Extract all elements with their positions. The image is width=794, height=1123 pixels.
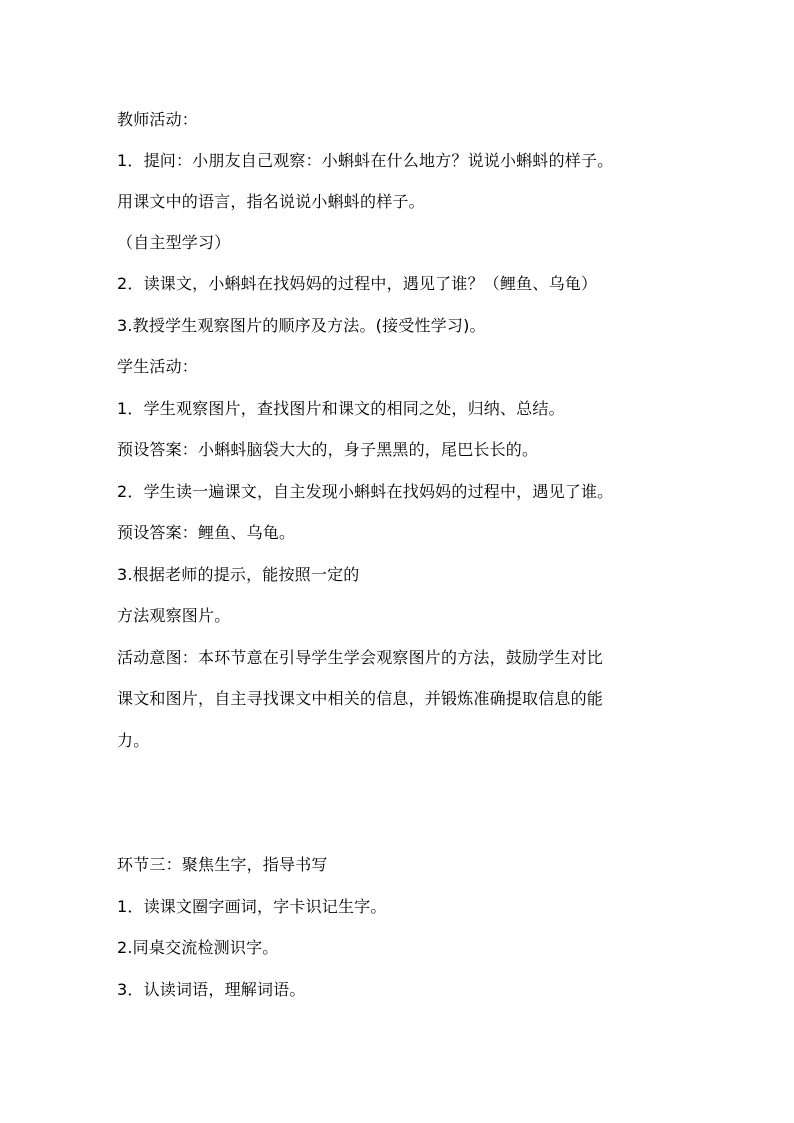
paragraph-line: 预设答案：小蝌蚪脑袋大大的，身子黑黑的，尾巴长长的。 — [117, 440, 539, 459]
paragraph-line: 3.根据老师的提示，能按照一定的 — [117, 565, 360, 584]
section-heading-student-activities: 学生活动： — [117, 357, 199, 376]
paragraph-line: 活动意图：本环节意在引导学生学会观察图片的方法，鼓励学生对比 — [117, 648, 604, 667]
paragraph-line: 1．学生观察图片，查找图片和课文的相同之处，归纳、总结。 — [117, 399, 565, 418]
paragraph-line: 2．学生读一遍课文，自主发现小蝌蚪在找妈妈的过程中，遇见了谁。 — [117, 482, 614, 501]
paragraph-line: 预设答案：鲤鱼、乌龟。 — [117, 523, 296, 542]
paragraph-line: 2．读课文，小蝌蚪在找妈妈的过程中，遇见了谁？（鲤鱼、乌龟） — [117, 274, 598, 293]
paragraph-line: 3.教授学生观察图片的顺序及方法。(接受性学习)。 — [117, 316, 486, 335]
section-heading-step-three: 环节三：聚焦生字，指导书写 — [117, 855, 328, 874]
paragraph-line: 方法观察图片。 — [117, 606, 231, 625]
paragraph-line: 3．认读词语，理解词语。 — [117, 980, 306, 999]
paragraph-line: 力。 — [117, 731, 150, 750]
paragraph-line: 课文和图片，自主寻找课文中相关的信息，并锻炼准确提取信息的能 — [117, 689, 604, 708]
paragraph-line: 1．读课文圈字画词，字卡识记生字。 — [117, 897, 387, 916]
section-heading-teacher-activities: 教师活动： — [117, 110, 199, 129]
paragraph-line: 1．提问：小朋友自己观察：小蝌蚪在什么地方？说说小蝌蚪的样子。 — [117, 151, 614, 170]
paragraph-line: 2.同桌交流检测识字。 — [117, 938, 279, 957]
paragraph-line: 用课文中的语言，指名说说小蝌蚪的样子。 — [117, 192, 425, 211]
paragraph-line: （自主型学习） — [117, 233, 231, 252]
